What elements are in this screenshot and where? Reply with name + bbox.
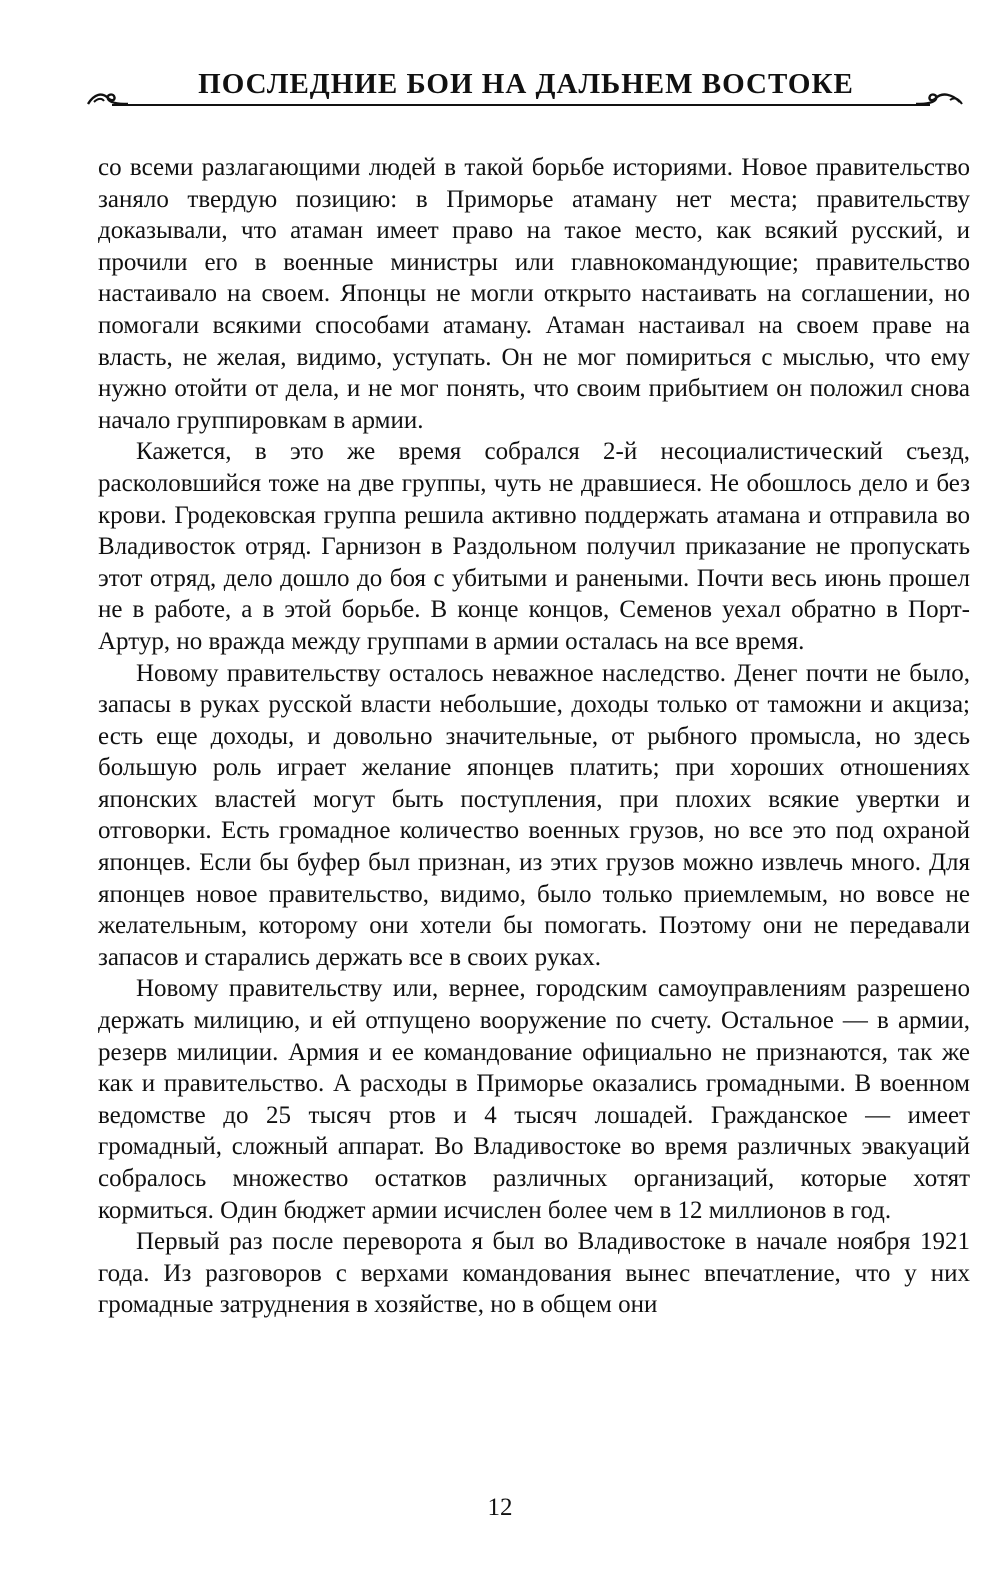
running-header (86, 60, 966, 110)
header-rule (112, 104, 930, 106)
paragraph-4: Новому правительству или, вернее, городским самоуправлениям разрешено держать милицию, и ей отпущено вооружение по счету. Остальное — в армии, резерв милиции. Армия и ее командование официально не признаются, так же как и правительство. А расходы в Приморье оказались громадными. В военном ведомстве до 25 тысяч ртов и 4 тысяч лошадей. Гражданское — имеет громадный, сложный аппарат. Во Владивостоке во время различных эвакуаций собралось множество остатков различных организаций, которые хотят кормиться. Один бюджет армии исчислен более чем в 12 миллионов в год. (98, 975, 970, 1224)
paragraph-2: Кажется, в это же время собрался 2-й несоциалистический съезд, расколовшийся тоже на две группы, чуть не дравшиеся. Не обошлось дело и без крови. Гродековская группа решила активно поддержать атамана и отправила во Владивосток отряд. Гарнизон в Раздольном получил приказание не пропускать этот отряд, дело дошло до боя с убитыми и ранеными. Почти весь июнь прошел не в работе, а в этой борьбе. В конце концов, Семенов уехал обратно в Порт-Артур, но вражда между группами в армии осталась на все время. (98, 438, 970, 655)
body-text (98, 152, 970, 1321)
paragraph-5: Первый раз после переворота я был во Владивостоке в начале ноября 1921 года. Из разговоров с верхами командования вынес впечатление, что у них громадные затруднения в хозяйстве, но в общем они (98, 1228, 970, 1319)
page-number: 12 (487, 1494, 513, 1521)
paragraph-1: со всеми разлагающими людей в такой борьбе историями. Новое правительство заняло твердую позицию: в Приморье атаману нет места; правительству доказывали, что атаман имеет право на такое место, как всякий русский, и прочили его в военные министры или главнокомандующие; правительство настаивало на своем. Японцы не могли открыто настаивать на соглашении, но помогали всякими способами атаману. Атаман настаивал на своем праве на власть, не желая, видимо, уступать. Он не мог помириться с мыслью, что ему нужно отойти от дела, и не мог понять, что своим прибытием он положил снова начало группировкам в армии. (98, 154, 970, 434)
ornament-right-icon (914, 88, 966, 110)
paragraph-3: Новому правительству осталось неважное наследство. Денег почти не было, запасы в руках русской власти небольшие, доходы только от таможни и акциза; есть еще доходы, и довольно значительные, от рыбного промысла, но здесь большую роль играет желание японцев платить; при хороших отношениях японских властей могут быть поступления, при плохих всякие увертки и отговорки. Есть громадное количество военных грузов, но все это под охраной японцев. Если бы буфер был признан, из этих грузов можно извлечь много. Для японцев новое правительство, видимо, было только приемлемым, но вовсе не желательным, которому они хотели бы помогать. Поэтому они не передавали запасов и старались держать все в своих руках. (98, 659, 970, 971)
running-title: ПОСЛЕДНИЕ БОИ НА ДАЛЬНЕМ ВОСТОКЕ (198, 68, 854, 100)
